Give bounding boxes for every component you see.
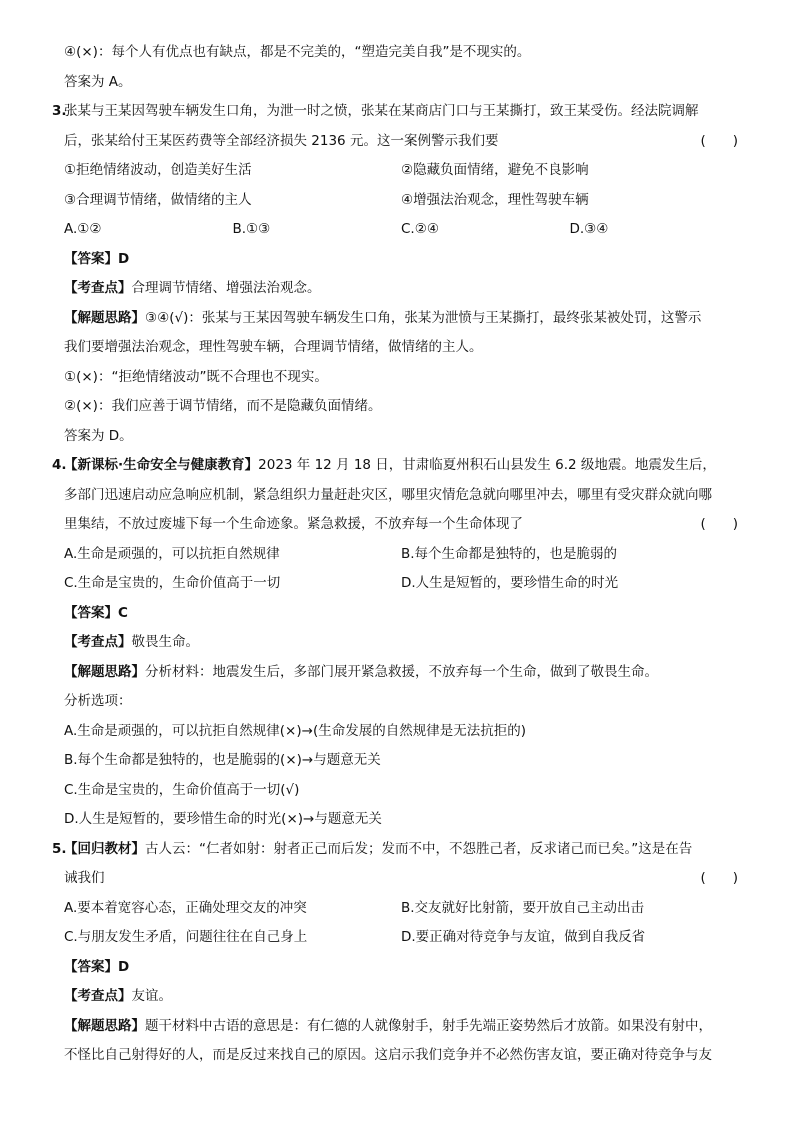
option-c: C.与朋友发生矛盾，问题往往在自己身上 [64,929,308,945]
option-c: C.②④ [401,221,439,237]
option-d: D.③④ [569,221,609,237]
question-4-solution-line-3: A.生命是顽强的，可以抗拒自然规律(×)→(生命发展的自然规律是无法抗拒的) [64,722,526,739]
question-4-answer: 【答案】C [64,604,128,621]
statement: ④增强法治观念，理性驾驶车辆 [401,191,589,208]
question-5-options-row-1 [64,894,738,924]
question-3-key-point: 【考查点】合理调节情绪、增强法治观念。 [64,280,321,296]
question-3-solution-line-4: ②(×)：我们应善于调节情绪，而不是隐藏负面情绪。 [64,398,382,414]
question-number: 5. [52,840,67,857]
question-4-solution-line-1: 【解题思路】分析材料：地震发生后，多部门展开紧急救援，不放弃每一个生命，做到了敬畏生命。 [64,663,658,680]
question-number: 4. [52,457,67,473]
prev-analysis-line: ④(×)：每个人有优点也有缺点，都是不完美的，“塑造完美自我”是不现实的。 [64,44,531,60]
question-4-stem-line-3: 里集结，不放过废墟下每一个生命迹象。紧急救援，不放弃每一个生命体现了 ( ) [64,510,738,540]
option-d: D.人生是短暂的，要珍惜生命的时光 [401,575,619,591]
prev-answer-line: 答案为 A。 [64,73,132,90]
question-4-solution-line-4: B.每个生命都是独特的，也是脆弱的(×)→与题意无关 [64,752,381,768]
question-3-statements-row-1 [64,156,738,186]
question-3-solution-line-2: 我们要增强法治观念，理性驾驶车辆，合理调节情绪，做情绪的主人。 [64,339,483,355]
answer-paren: ( ) [700,516,738,532]
statement: ①拒绝情绪波动，创造美好生活 [64,162,252,178]
question-5-stem-line-1: 5. 【回归教材】古人云：“仁者如射：射者正己而后发；发而不中，不怨胜己者，反求诸己而已矣。”这是在告 [64,835,738,865]
option-a: A.生命是顽强的，可以抗拒自然规律 [64,545,280,562]
question-3-solution-line-3: ①(×)：“拒绝情绪波动”既不合理也不现实。 [64,368,328,385]
question-4-solution-line-5: C.生命是宝贵的，生命价值高于一切(√) [64,781,300,798]
question-5-solution-line-1: 【解题思路】题干材料中古语的意思是：有仁德的人就像射手，射手先端正姿势然后才放箭。如果没有射中， [64,1017,712,1034]
question-5-key-point: 【考查点】友谊。 [64,988,172,1004]
question-tag: 【新课标·生命安全与健康教育】 [64,457,259,473]
question-4-stem-line-2: 多部门迅速启动应急响应机制，紧急组织力量赶赴灾区，哪里灾情危急就向哪里冲去，哪里有受灾群众就向哪 [64,486,712,503]
question-3-statements-row-2 [64,186,738,216]
question-3-answer: 【答案】D [64,250,130,267]
question-5-stem-line-2: 诫我们 ( ) [64,864,738,894]
question-3-solution-line-1: 【解题思路】③④(√)：张某与王某因驾驶车辆发生口角，张某为泄愤与王某撕打，最终张某被处罚，这警示 [64,309,702,326]
option-b: B.交友就好比射箭，要开放自己主动出击 [401,899,645,916]
question-4-solution-line-6: D.人生是短暂的，要珍惜生命的时光(×)→与题意无关 [64,811,382,827]
option-a: A.要本着宽容心态，正确处理交友的冲突 [64,899,307,916]
question-5-answer: 【答案】D [64,958,130,975]
question-5-options-row-2 [64,923,738,953]
question-3-stem-line-1: 3. 张某与王某因驾驶车辆发生口角，为泄一时之愤，张某在某商店门口与王某撕打，致王某受伤。经法院调解 [64,97,738,127]
option-c: C.生命是宝贵的，生命价值高于一切 [64,575,281,591]
answer-paren: ( ) [700,132,738,149]
option-b: B.每个生命都是独特的，也是脆弱的 [401,545,618,562]
question-5-solution-line-2: 不怪比自己射得好的人，而是反过来找自己的原因。这启示我们竞争并不必然伤害友谊，要正确对待竞争与友 [64,1047,712,1063]
statement: ③合理调节情绪，做情绪的主人 [64,191,252,208]
statement: ②隐藏负面情绪，避免不良影响 [401,162,589,178]
question-4-key-point: 【考查点】敬畏生命。 [64,634,199,650]
option-d: D.要正确对待竞争与友谊，做到自我反省 [401,929,646,945]
question-3-final-answer: 答案为 D。 [64,427,133,444]
question-4-options-row-2 [64,569,738,599]
option-b: B.①③ [232,221,271,237]
question-tag: 【回归教材】 [64,840,145,857]
question-3-stem-line-2: 后，张某给付王某医药费等全部经济损失 2136 元。这一案例警示我们要 ( ) [64,127,738,157]
question-number: 3. [52,103,67,119]
answer-paren: ( ) [700,870,738,886]
question-3-options [64,215,738,245]
option-a: A.①② [64,221,102,237]
question-4-stem-line-1: 4. 【新课标·生命安全与健康教育】2023 年 12 月 18 日，甘肃临夏州积石山县发生 6.2 级地震。地震发生后， [64,451,738,481]
question-4-options-row-1 [64,540,738,570]
question-4-solution-line-2: 分析选项： [64,693,132,709]
